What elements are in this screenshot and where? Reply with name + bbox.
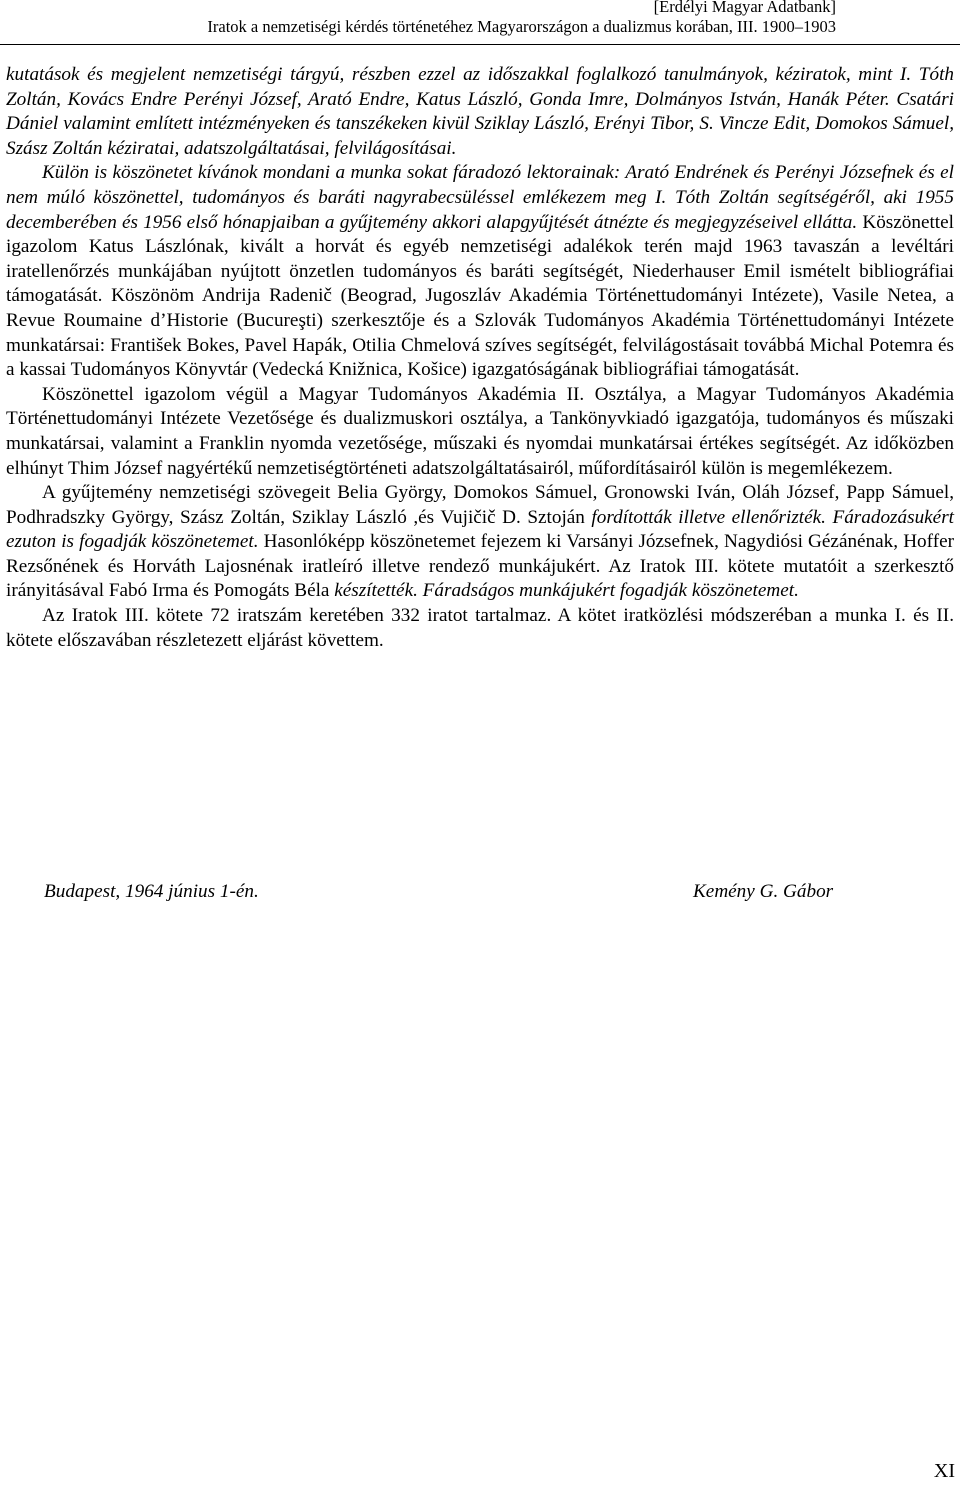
text-segment: Az Iratok III. kötete 72 iratszám keretében 332 iratot tartalmaz. A kötet iratközlési módszeréban a munka I. és II. kötete előszavában részletezett eljárást követtem. <box>6 605 954 651</box>
paragraph <box>6 161 954 382</box>
page-number: XI <box>933 1460 955 1482</box>
paragraph <box>6 383 954 481</box>
text-segment: Köszönettel igazolom végül a Magyar Tudományos Akadémia II. Osztálya, a Magyar Tudományos Akadémia Történettudományi Intézete Vezetősége és dualizmuskori osztálya, a Tankönyvkiadó igazgatója, tudományos és műszaki munkatársai, valamint a Franklin nyomda vezetősége, műszaki és nyomdai munkatársai értékes segítségét. Az időközben elhúnyt Thim József nagyértékű nemzetiségtörténeti adatszolgáltatásairól, műfordításairól külön is megemlékezem. <box>6 383 954 479</box>
paragraph <box>6 63 954 161</box>
text-segment: készítették. Fáradságos munkájukért fogadják köszönetemet. <box>334 580 799 602</box>
header-source: [Erdélyi Magyar Adatbank] <box>653 0 836 16</box>
signature-author: Kemény G. Gábor <box>693 881 834 902</box>
paragraph <box>6 604 954 653</box>
page-header <box>0 0 960 48</box>
body-text <box>6 63 954 653</box>
text-segment: A gyűjtemény nemzetiségi szövegeit Belia György, Domokos Sámuel, Gronowski Iván, Oláh József, Papp Sámuel, Podhradszky György, Szász Zoltán, Sziklay László ,és Vujičič D. Sztoján <box>6 482 954 528</box>
text-segment: kutatások és megjelent nemzetiségi tárgyú, részben ezzel az időszakkal foglalkozó tanulmányok, kéziratok, mint I. Tóth Zoltán, Kovács Endre Perényi József, Arató Endre, Katus László, Gonda Imre, Dolmányos István, Hanák Péter. Csatári Dániel valamint említett intézményeken és tanszékeken kivül Sziklay László, Erényi Tibor, S. Vincze Edit, Domokos Sámuel, Szász Zoltán kéziratai, adatszolgáltatásai, felvilágosításai. <box>6 64 954 159</box>
text-segment: fordították illetve ellenőrizték. Fáradozásukért ezuton is fogadják köszönetemet. <box>6 506 954 553</box>
signature-place-date: Budapest, 1964 június 1-én. <box>44 881 259 902</box>
text-segment: Köszönettel igazolom Katus Lászlónak, kivált a horvát és egyéb nemzetiségi adalékok terén majd 1963 tavaszán a levéltári iratellenőrzés munkájában nyújtott önzetlen tudományos és baráti segítségét, Niederhauser Emil ismételt bibliográfiai támogatását. Köszönöm Andrija Radenič (Beograd, Jugoszláv Akadémia Történettudományi Intézete), Vasile Netea, a Revue Roumaine d’Historie (Bucureşti) szerkesztője és a Szlovák Tudományos Akadémia Történettudományi Intézete munkatársai: František Bokes, Pavel Hapák, Otilia Chmelová szíves segítségét, felvilágostásait továbbá Michal Potemra és a kassai Tudományos Könyvtár (Vedecká Knižnica, Košice) igazgatóságának bibliográfiai támogatását. <box>6 211 954 381</box>
header-title: Iratok a nemzetiségi kérdés történetéhez Magyarországon a dualizmus korában, III. 1900–1903 <box>207 17 836 36</box>
text-segment: Hasonlóképp köszönetemet fejezem ki Varsányi Józsefnek, Nagydiósi Gézánénak, Hoffer Rezsőnének és Horváth Lajosnénak iratleíró illetve rendező munkájukért. Az Iratok III. kötete mutatóit a szerkesztő irányitásával Fabó Irma és Pomogáts Béla <box>6 531 954 602</box>
text-segment: Külön is köszönetet kívánok mondani a munka sokat fáradozó lektorainak: Arató Endrének és Perényi Józsefnek és el nem múló köszönettel, tudományos és baráti nagyrabecsüléssel emlékezem meg I. Tóth Zoltán segítségéről, aki 1955 decemberében és 1956 első hónapjaiban a gyűjtemény akkori alapgyűjtését átnézte és megjegyzéseivel ellátta. <box>6 162 954 233</box>
paragraph <box>6 481 954 604</box>
header-rule <box>0 44 960 45</box>
